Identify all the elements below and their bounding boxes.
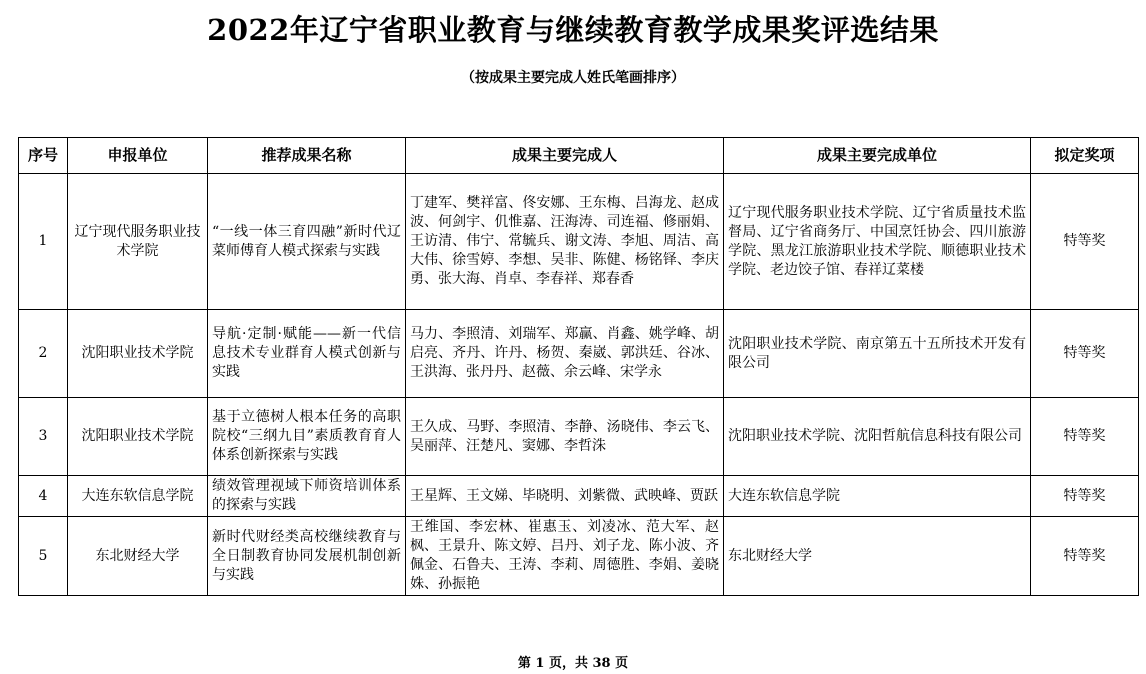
row-unit: 沈阳职业技术学院 [68,398,208,476]
table-row [19,476,1139,517]
row-persons: 王久成、马野、李照清、李静、汤晓伟、李云飞、吴丽萍、汪楚凡、窦娜、李哲洙 [406,398,724,476]
row-achievement-name: 导航·定制·赋能——新一代信息技术专业群育人模式创新与实践 [208,310,406,398]
table-header-row [19,138,1139,174]
row-award: 特等奖 [1031,476,1139,517]
row-achievement-name: “一线一体三育四融”新时代辽菜师傅育人模式探索与实践 [208,174,406,310]
header-applicant-unit: 申报单位 [68,138,208,174]
table-row [19,517,1139,596]
document-subtitle: （按成果主要完成人姓氏笔画排序） [461,70,685,86]
row-achievement-name: 绩效管理视域下师资培训体系的探索与实践 [208,476,406,517]
row-organizations: 大连东软信息学院 [724,476,1031,517]
row-organizations: 辽宁现代服务职业技术学院、辽宁省质量技术监督局、辽宁省商务厅、中国烹饪协会、四川旅游学院、黑龙江旅游职业技术学院、顺德职业技术学院、老边饺子馆、春祥辽菜楼 [724,174,1031,310]
row-award: 特等奖 [1031,174,1139,310]
results-table [18,137,1139,596]
row-organizations: 东北财经大学 [724,517,1031,596]
row-award: 特等奖 [1031,310,1139,398]
table-row [19,398,1139,476]
document-title: 2022年辽宁省职业教育与继续教育教学成果奖评选结果 [207,13,939,47]
row-persons: 王维国、李宏林、崔惠玉、刘凌冰、范大军、赵枫、王景升、陈文婷、吕丹、刘子龙、陈小波、齐佩金、石鲁夫、王涛、李莉、周德胜、李娟、姜晓姝、孙振艳 [406,517,724,596]
row-number: 5 [19,517,68,596]
header-main-persons: 成果主要完成人 [406,138,724,174]
row-achievement-name: 新时代财经类高校继续教育与全日制教育协同发展机制创新与实践 [208,517,406,596]
row-unit: 大连东软信息学院 [68,476,208,517]
row-organizations: 沈阳职业技术学院、沈阳哲航信息科技有限公司 [724,398,1031,476]
header-award: 拟定奖项 [1031,138,1139,174]
header-number: 序号 [19,138,68,174]
row-number: 3 [19,398,68,476]
row-number: 2 [19,310,68,398]
row-number: 1 [19,174,68,310]
table-row [19,310,1139,398]
row-organizations: 沈阳职业技术学院、南京第五十五所技术开发有限公司 [724,310,1031,398]
row-unit: 沈阳职业技术学院 [68,310,208,398]
row-persons: 丁建军、樊祥富、佟安娜、王东梅、吕海龙、赵成波、何剑宇、仉惟嘉、汪海涛、司连福、修丽娟、王访清、伟宁、常毓兵、谢文涛、李旭、周洁、高大伟、徐雪婷、李想、吴非、陈健、杨铭铎、李庆勇、张大海、肖卓、李春祥、郑春香 [406,174,724,310]
header-main-organizations: 成果主要完成单位 [724,138,1031,174]
row-number: 4 [19,476,68,517]
row-unit: 东北财经大学 [68,517,208,596]
row-persons: 王星辉、王文娣、毕晓明、刘紫微、武映峰、贾跃 [406,476,724,517]
row-award: 特等奖 [1031,398,1139,476]
row-unit: 辽宁现代服务职业技术学院 [68,174,208,310]
header-achievement-name: 推荐成果名称 [208,138,406,174]
table-row [19,174,1139,310]
row-award: 特等奖 [1031,517,1139,596]
row-achievement-name: 基于立德树人根本任务的高职院校“三纲九目”素质教育育人体系创新探索与实践 [208,398,406,476]
page-footer: 第 1 页，共 38 页 [517,656,629,671]
row-persons: 马力、李照清、刘瑞军、郑赢、肖鑫、姚学峰、胡启亮、齐丹、许丹、杨贺、秦崴、郭洪廷、谷冰、王洪海、张丹丹、赵薇、余云峰、宋学永 [406,310,724,398]
